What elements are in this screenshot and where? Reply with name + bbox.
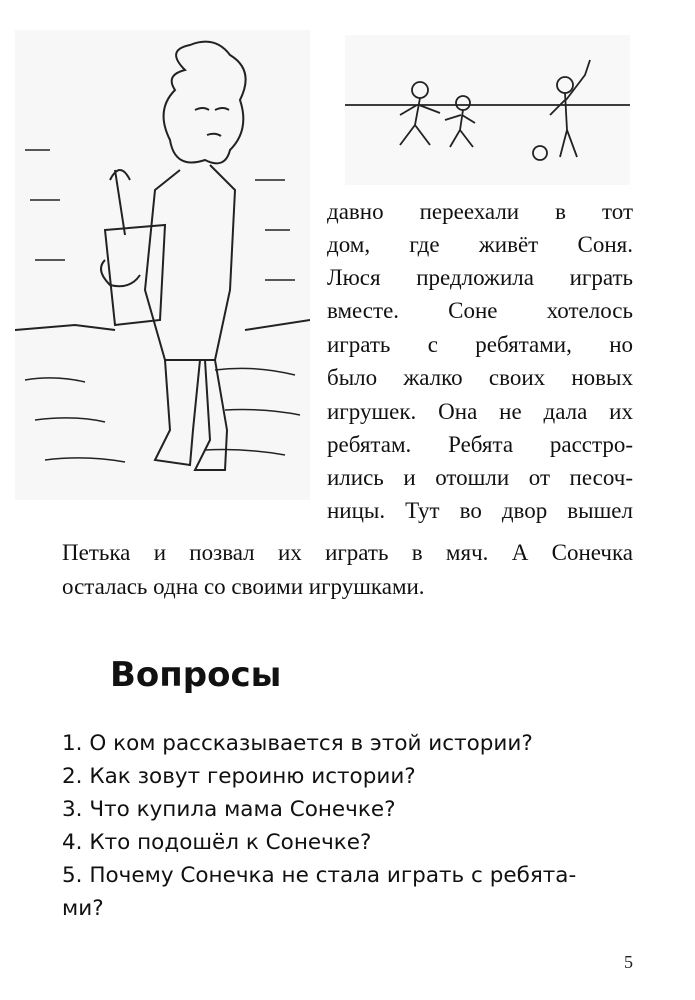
story-line: осталась одна со своими игрушками. <box>62 574 425 599</box>
story-line: Люся предложила играть <box>327 265 633 290</box>
questions-heading: Вопросы <box>110 655 282 695</box>
story-line: играть с ребятами, но <box>327 332 633 357</box>
story-line: ились и отошли от песоч- <box>327 465 633 490</box>
story-line: было жалко своих новых <box>327 365 633 390</box>
illustration-children-playing-ball <box>345 35 630 185</box>
story-line: давно переехали в тот <box>327 199 633 224</box>
page-number: 5 <box>624 952 633 972</box>
question-item: 2. Как зовут героиню истории? <box>62 764 416 789</box>
question-item: 3. Что купила мама Сонечке? <box>62 797 396 822</box>
story-line: Петька и позвал их играть в мяч. А Сонечка <box>62 540 633 565</box>
question-item: 1. О ком рассказывается в этой истории? <box>62 731 533 756</box>
question-item: 5. Почему Сонечка не стала играть с ребята- <box>62 863 577 888</box>
story-line: игрушек. Она не дала их <box>327 399 633 424</box>
illustration-girl-with-bucket <box>15 30 310 500</box>
question-item: ми? <box>62 896 104 921</box>
story-line: дом, где живёт Соня. <box>327 232 633 257</box>
story-line: ницы. Тут во двор вышел <box>327 498 633 523</box>
question-item: 4. Кто подошёл к Сонечке? <box>62 830 372 855</box>
story-line: вместе. Соне хотелось <box>327 298 633 323</box>
story-line: ребятам. Ребята расстро- <box>327 432 633 457</box>
